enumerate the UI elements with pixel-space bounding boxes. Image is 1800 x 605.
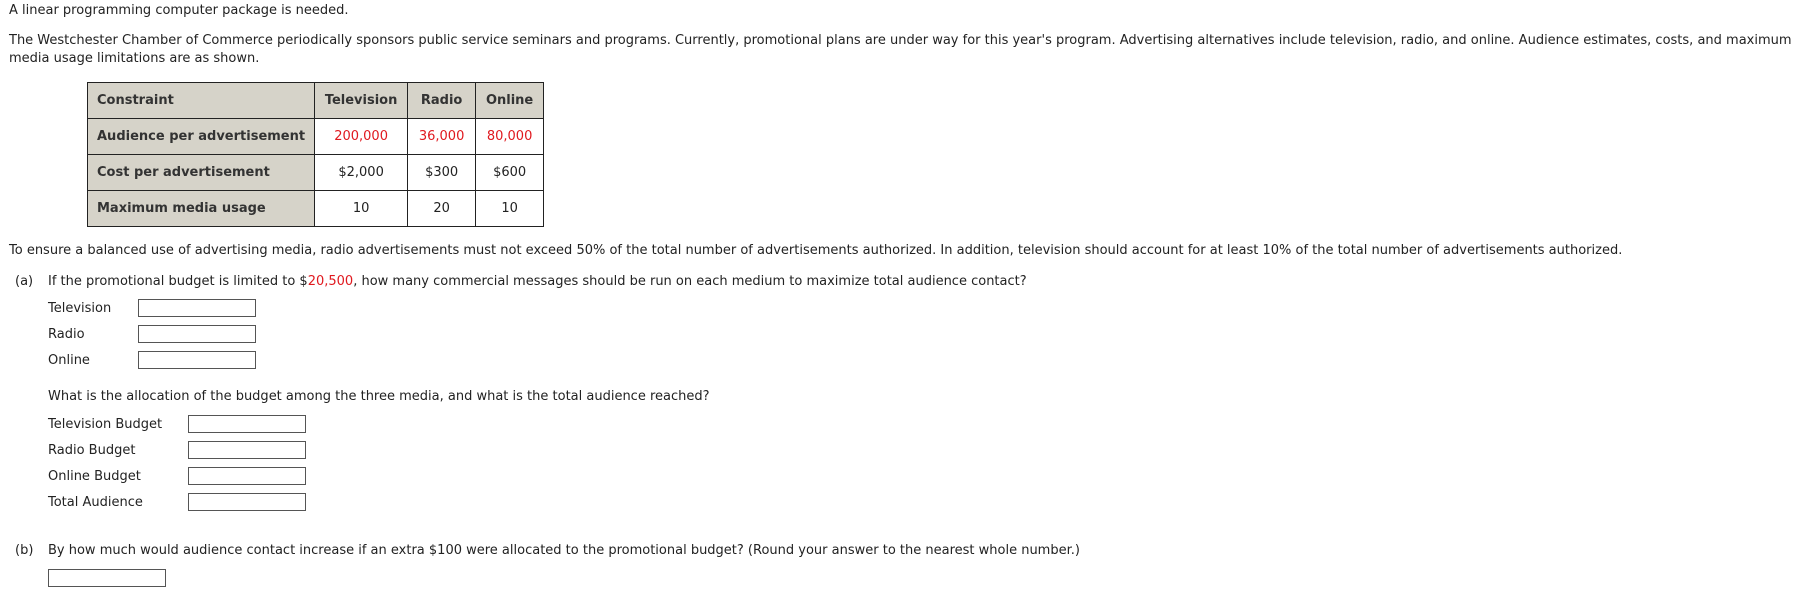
radio-budget-row <box>48 440 135 460</box>
table-header-radio: Radio <box>408 83 476 119</box>
online-input[interactable] <box>138 351 256 369</box>
media-table <box>87 82 544 227</box>
table-cell: 80,000 <box>476 119 544 155</box>
budget-value: 20,500 <box>307 274 354 289</box>
part-a-label: (a) <box>15 274 34 289</box>
radio-answer-row <box>48 324 85 344</box>
budget-allocation-question: What is the allocation of the budget among the three media, and what is the total audience reached? <box>48 389 710 404</box>
table-cell: 36,000 <box>408 119 476 155</box>
table-header-row <box>88 83 544 119</box>
table-cell: 20 <box>408 191 476 227</box>
television-input[interactable] <box>138 299 256 317</box>
part-a-question-pre: If the promotional budget is limited to $ <box>48 274 308 289</box>
online-budget-row <box>48 466 141 486</box>
online-budget-input[interactable] <box>188 467 306 485</box>
table-cell: $600 <box>476 155 544 191</box>
table-row-audience <box>88 119 544 155</box>
table-cell: 10 <box>476 191 544 227</box>
table-header-constraint: Constraint <box>88 83 315 119</box>
television-budget-input[interactable] <box>188 415 306 433</box>
total-audience-label: Total Audience <box>48 494 143 510</box>
television-answer-row <box>48 298 111 318</box>
table-row-label: Maximum media usage <box>88 191 315 227</box>
problem-text: The Westchester Chamber of Commerce periodically sponsors public service seminars and programs. Currently, promotional plans are under way for this year's program. Advertising alternatives include television, radio, and online. Audience estimates, costs, and maximum media usage limitations are as shown. <box>9 33 1792 66</box>
intro-line: A linear programming computer package is needed. <box>9 3 349 18</box>
table-header-television: Television <box>315 83 408 119</box>
table-cell: 10 <box>315 191 408 227</box>
television-label: Television <box>48 300 112 316</box>
online-budget-label: Online Budget <box>48 468 141 484</box>
online-label: Online <box>48 352 90 368</box>
part-b-question-text: By how much would audience contact increase if an extra $100 were allocated to the promotional budget? (Round your answer to the nearest whole number.) <box>48 543 1080 558</box>
total-audience-row <box>48 492 143 512</box>
online-answer-row <box>48 350 90 370</box>
table-cell: $300 <box>408 155 476 191</box>
radio-input[interactable] <box>138 325 256 343</box>
total-audience-input[interactable] <box>188 493 306 511</box>
balance-constraint-text: To ensure a balanced use of advertising media, radio advertisements must not exceed 50% of the total number of advertisements authorized. In addition, television should account for at least 10% of the total number of advertisements authorized. <box>9 243 1623 258</box>
part-b-question <box>15 543 1080 558</box>
part-a-question-post: , how many commercial messages should be run on each medium to maximize total audience contact? <box>353 274 1027 289</box>
television-budget-label: Television Budget <box>48 416 163 432</box>
radio-label: Radio <box>48 326 85 342</box>
part-a-question <box>15 274 1027 289</box>
audience-increase-input[interactable] <box>48 569 166 587</box>
table-row-cost <box>88 155 544 191</box>
table-row-label: Cost per advertisement <box>88 155 315 191</box>
television-budget-row <box>48 414 162 434</box>
table-row-max-usage <box>88 191 544 227</box>
radio-budget-input[interactable] <box>188 441 306 459</box>
table-header-online: Online <box>476 83 544 119</box>
part-b-label: (b) <box>15 543 34 558</box>
radio-budget-label: Radio Budget <box>48 442 136 458</box>
table-cell: $2,000 <box>315 155 408 191</box>
table-cell: 200,000 <box>315 119 408 155</box>
table-row-label: Audience per advertisement <box>88 119 315 155</box>
